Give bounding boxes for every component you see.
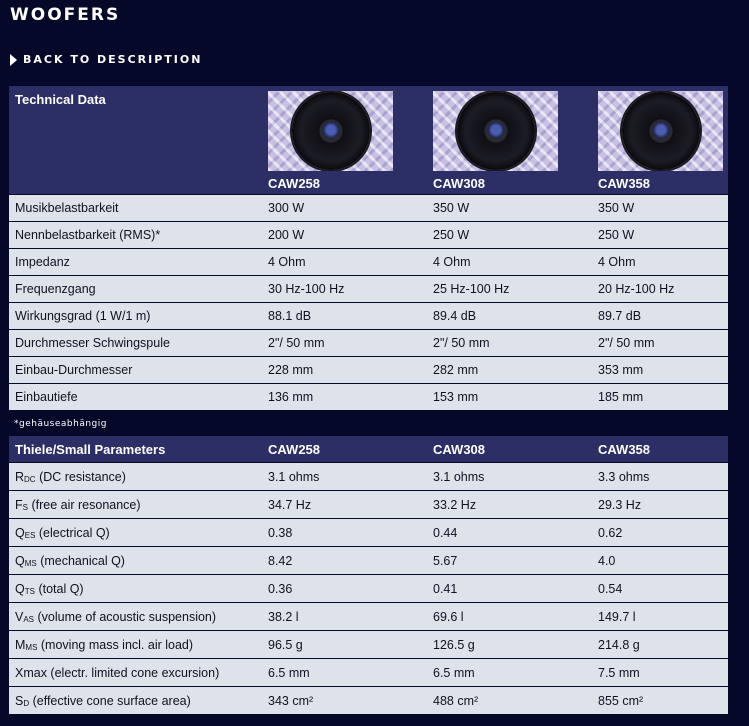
parameter-symbol: R	[15, 469, 25, 484]
cell-value: 353 mm	[592, 357, 728, 384]
cell-value: 250 W	[592, 222, 728, 249]
table-row	[9, 303, 728, 330]
cell-value: 0.41	[427, 575, 592, 603]
cell-value: 30 Hz-100 Hz	[262, 276, 427, 303]
parameter-description: (electrical Q)	[35, 525, 110, 540]
table-row	[9, 631, 728, 659]
table-row	[9, 659, 728, 687]
cell-value: 3.1 ohms	[262, 463, 427, 491]
table-row	[9, 249, 728, 276]
cell-value: 6.5 mm	[427, 659, 592, 687]
table-row	[9, 687, 728, 715]
back-to-description-link[interactable]	[10, 53, 202, 66]
cell-value: 2"/ 50 mm	[427, 330, 592, 357]
product-name: CAW308	[433, 176, 486, 191]
parameter-subscript: S	[22, 502, 28, 512]
cell-value: 488 cm²	[427, 687, 592, 715]
cell-value: 300 W	[262, 195, 427, 222]
cell-value: 34.7 Hz	[262, 491, 427, 519]
product-name: CAW358	[598, 176, 651, 191]
parameter-subscript: D	[23, 698, 30, 708]
cell-value: 8.42	[262, 547, 427, 575]
parameter-label	[9, 603, 262, 631]
cell-value: 88.1 dB	[262, 303, 427, 330]
cell-value: 25 Hz-100 Hz	[427, 276, 592, 303]
column-header: CAW358	[592, 436, 728, 463]
parameter-description: (DC resistance)	[35, 469, 126, 484]
row-label: Frequenzgang	[9, 276, 262, 303]
cell-value: 69.6 l	[427, 603, 592, 631]
table-row	[9, 195, 728, 222]
table-row	[9, 491, 728, 519]
subwoofer-image	[598, 91, 723, 171]
cell-value: 0.38	[262, 519, 427, 547]
cell-value: 136 mm	[262, 384, 427, 411]
cell-value: 3.3 ohms	[592, 463, 728, 491]
page-title: WOOFERS	[10, 5, 121, 25]
thiele-small-header-row	[9, 436, 728, 463]
arrow-right-icon	[10, 54, 17, 66]
parameter-description: (moving mass incl. air load)	[37, 637, 194, 652]
product-name: CAW258	[268, 176, 321, 191]
cell-value: 855 cm²	[592, 687, 728, 715]
product-column-2	[427, 86, 592, 195]
cell-value: 282 mm	[427, 357, 592, 384]
cell-value: 29.3 Hz	[592, 491, 728, 519]
parameter-subscript: TS	[24, 586, 35, 596]
table-row	[9, 276, 728, 303]
row-label: Einbautiefe	[9, 384, 262, 411]
subwoofer-image	[268, 91, 393, 171]
cell-value: 4 Ohm	[592, 249, 728, 276]
column-header: CAW308	[427, 436, 592, 463]
cell-value: 0.54	[592, 575, 728, 603]
parameter-symbol: Q	[15, 553, 25, 568]
cell-value: 0.36	[262, 575, 427, 603]
table-row	[9, 603, 728, 631]
parameter-symbol: S	[15, 693, 24, 708]
parameter-description: (total Q)	[34, 581, 84, 596]
cell-value: 350 W	[427, 195, 592, 222]
back-link-label: BACK TO DESCRIPTION	[23, 53, 203, 66]
row-label: Wirkungsgrad (1 W/1 m)	[9, 303, 262, 330]
parameter-label	[9, 687, 262, 715]
technical-data-heading: Technical Data	[9, 86, 262, 195]
parameter-symbol: F	[15, 497, 23, 512]
table-row	[9, 357, 728, 384]
parameter-subscript: DC	[24, 474, 36, 484]
parameter-subscript: MS	[25, 642, 38, 652]
table-row	[9, 519, 728, 547]
cell-value: 228 mm	[262, 357, 427, 384]
table-row	[9, 330, 728, 357]
table-row	[9, 384, 728, 411]
row-label: Musikbelastbarkeit	[9, 195, 262, 222]
parameter-label	[9, 519, 262, 547]
cell-value: 4 Ohm	[427, 249, 592, 276]
parameter-description: (free air resonance)	[27, 497, 141, 512]
row-label: Durchmesser Schwingspule	[9, 330, 262, 357]
cell-value: 200 W	[262, 222, 427, 249]
parameter-label	[9, 631, 262, 659]
parameter-symbol: V	[15, 609, 24, 624]
cell-value: 6.5 mm	[262, 659, 427, 687]
cell-value: 20 Hz-100 Hz	[592, 276, 728, 303]
parameter-description: (electr. limited cone excursion)	[46, 665, 220, 680]
parameter-symbol: M	[15, 637, 26, 652]
parameter-description: (volume of acoustic suspension)	[34, 609, 217, 624]
column-header: CAW258	[262, 436, 427, 463]
cell-value: 33.2 Hz	[427, 491, 592, 519]
cell-value: 3.1 ohms	[427, 463, 592, 491]
technical-header-row	[9, 86, 728, 195]
subwoofer-image	[433, 91, 558, 171]
row-label: Einbau-Durchmesser	[9, 357, 262, 384]
cell-value: 89.4 dB	[427, 303, 592, 330]
cell-value: 4.0	[592, 547, 728, 575]
parameter-subscript: ES	[24, 530, 36, 540]
cell-value: 214.8 g	[592, 631, 728, 659]
parameter-label	[9, 463, 262, 491]
product-column-3	[592, 86, 728, 195]
cell-value: 149.7 l	[592, 603, 728, 631]
cell-value: 4 Ohm	[262, 249, 427, 276]
table-row	[9, 547, 728, 575]
row-label: Impedanz	[9, 249, 262, 276]
table-row	[9, 463, 728, 491]
cell-value: 96.5 g	[262, 631, 427, 659]
parameter-symbol: Xmax	[15, 665, 47, 680]
cell-value: 2"/ 50 mm	[262, 330, 427, 357]
cell-value: 126.5 g	[427, 631, 592, 659]
cell-value: 350 W	[592, 195, 728, 222]
cell-value: 250 W	[427, 222, 592, 249]
product-column-1	[262, 86, 427, 195]
parameter-description: (mechanical Q)	[36, 553, 125, 568]
cell-value: 0.62	[592, 519, 728, 547]
footnote: *gehäuseabhängig	[14, 419, 107, 429]
cell-value: 7.5 mm	[592, 659, 728, 687]
cell-value: 89.7 dB	[592, 303, 728, 330]
parameter-symbol: Q	[15, 525, 25, 540]
technical-data-table	[9, 86, 728, 410]
cell-value: 0.44	[427, 519, 592, 547]
cell-value: 2"/ 50 mm	[592, 330, 728, 357]
table-row	[9, 222, 728, 249]
cell-value: 38.2 l	[262, 603, 427, 631]
row-label: Nennbelastbarkeit (RMS)*	[9, 222, 262, 249]
thiele-small-table	[9, 436, 728, 714]
parameter-label	[9, 659, 262, 687]
table-row	[9, 575, 728, 603]
cell-value: 185 mm	[592, 384, 728, 411]
cell-value: 5.67	[427, 547, 592, 575]
cell-value: 153 mm	[427, 384, 592, 411]
parameter-label	[9, 575, 262, 603]
parameter-label	[9, 547, 262, 575]
thiele-small-heading: Thiele/Small Parameters	[9, 436, 262, 463]
parameter-subscript: AS	[23, 614, 35, 624]
parameter-description: (effective cone surface area)	[29, 693, 191, 708]
parameter-symbol: Q	[15, 581, 25, 596]
parameter-subscript: MS	[24, 558, 37, 568]
parameter-label	[9, 491, 262, 519]
cell-value: 343 cm²	[262, 687, 427, 715]
